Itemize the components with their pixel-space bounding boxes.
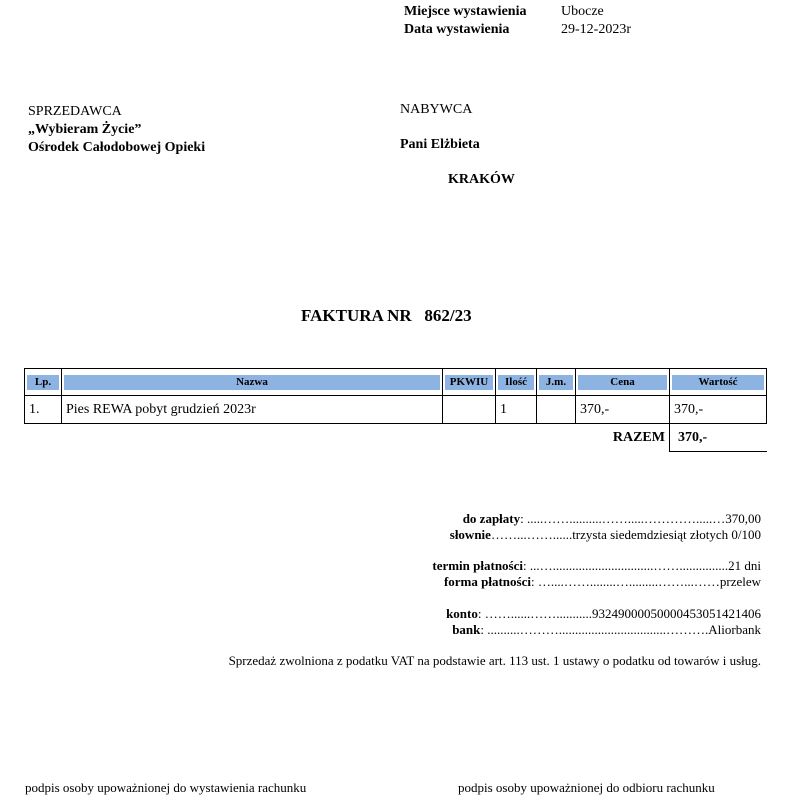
total-label: RAZEM	[576, 424, 670, 452]
signature-issuer-caption: podpis osoby upoważnionej do wystawienia rachunku	[25, 780, 307, 795]
col-header-lp: Lp.	[27, 375, 59, 390]
buyer-label: NABYWCA	[400, 102, 473, 117]
seller-name: „Wybieram Życie”	[28, 122, 142, 137]
col-header-pkwiu: PKWIU	[445, 375, 493, 390]
payment-method-value: przelew	[719, 574, 761, 589]
table-row	[25, 396, 767, 424]
payment-term-value: 21 dni	[728, 558, 761, 573]
account-line	[446, 606, 761, 622]
bank-value: Aliorbank	[708, 622, 761, 637]
issue-date-label: Data wystawienia	[404, 22, 510, 37]
seller-label: SPRZEDAWCA	[28, 104, 122, 119]
seller-subname: Ośrodek Całodobowej Opieki	[28, 140, 206, 155]
table-header-row	[25, 369, 767, 396]
amount-due-dots: : .....……..........…….....………….....…	[520, 511, 726, 526]
invoice-number: 862/23	[424, 306, 472, 325]
account-dots: : ……......……...........	[477, 606, 592, 621]
bank-dots: : ..........……….................................……….	[480, 622, 709, 637]
bank-label: bank	[452, 622, 481, 637]
cell-lp: 1.	[25, 396, 62, 424]
invoice-title	[301, 306, 472, 326]
col-header-jm: J.m.	[539, 375, 573, 390]
vat-exemption-note: Sprzedaż zwolniona z podatku VAT na podstawie art. 113 ust. 1 ustawy o podatku od towarów i usług.	[228, 653, 761, 668]
buyer-city: KRAKÓW	[448, 172, 515, 187]
cell-pkwiu	[443, 396, 496, 424]
col-header-ilosc: Ilość	[498, 375, 534, 390]
items-table	[24, 368, 767, 452]
account-value: 93249000050000453051421406	[592, 606, 761, 621]
issue-place-value: Ubocze	[561, 4, 604, 19]
col-header-cena: Cena	[578, 375, 667, 390]
amount-words-line	[450, 527, 761, 543]
account-label: konto	[446, 606, 478, 621]
col-header-nazwa: Nazwa	[64, 375, 440, 390]
invoice-title-label: FAKTURA NR	[301, 306, 412, 325]
amount-words-label: słownie	[449, 527, 491, 542]
payment-method-line	[444, 574, 761, 590]
bank-line	[452, 622, 761, 638]
cell-jm	[537, 396, 576, 424]
cell-ilosc: 1	[496, 396, 537, 424]
col-header-wartosc: Wartość	[672, 375, 764, 390]
cell-nazwa: Pies REWA pobyt grudzień 2023r	[62, 396, 443, 424]
total-value: 370,-	[670, 424, 767, 452]
amount-due-label: do zapłaty	[462, 511, 521, 526]
payment-method-label: forma płatności	[443, 574, 531, 589]
cell-wartosc: 370,-	[670, 396, 767, 424]
amount-words-dots: ……...……......	[490, 527, 573, 542]
amount-due-line	[463, 511, 761, 527]
buyer-name: Pani Elżbieta	[400, 137, 480, 152]
payment-term-dots: : ...…...............................……...............	[523, 558, 729, 573]
total-row	[25, 424, 767, 452]
cell-cena: 370,-	[576, 396, 670, 424]
payment-term-label: termin płatności	[432, 558, 523, 573]
amount-due-value: 370,00	[725, 511, 761, 526]
amount-words-value: trzysta siedemdziesiąt złotych 0/100	[572, 527, 761, 542]
payment-term-line	[432, 558, 761, 574]
issue-date-value: 29-12-2023r	[561, 22, 631, 37]
signature-receiver-caption: podpis osoby upoważnionej do odbioru rachunku	[458, 780, 715, 795]
payment-method-dots: : …....……........….........……...……	[530, 574, 720, 589]
issue-place-label: Miejsce wystawienia	[404, 4, 527, 19]
